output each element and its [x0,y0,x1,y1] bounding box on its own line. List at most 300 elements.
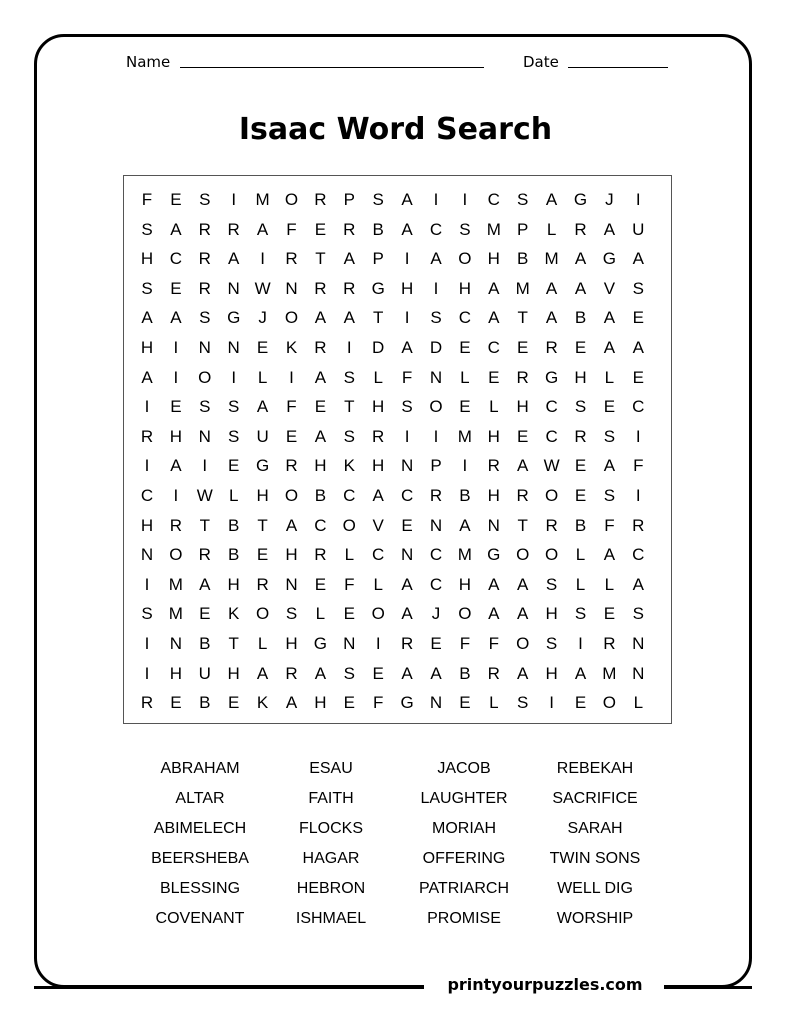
grid-cell[interactable]: S [545,634,558,653]
grid-cell[interactable]: R [487,663,500,683]
grid-cell[interactable]: R [314,338,327,357]
grid-cell[interactable]: L [257,634,268,653]
grid-cell[interactable]: M [168,574,183,594]
grid-cell[interactable]: L [633,693,644,713]
grid-cell[interactable]: I [144,663,150,683]
grid-cell[interactable]: R [632,515,645,535]
grid-cell[interactable]: P [430,456,442,476]
grid-cell[interactable]: C [314,515,327,535]
grid-cell[interactable]: H [372,397,385,417]
grid-cell[interactable]: C [545,426,558,446]
grid-cell[interactable]: G [400,693,414,713]
grid-cell[interactable]: V [603,278,616,298]
grid-cell[interactable]: B [372,219,384,239]
grid-cell[interactable]: A [199,574,211,594]
grid-cell[interactable]: I [404,308,410,328]
grid-cell[interactable]: C [458,308,472,328]
grid-cell[interactable]: M [255,190,270,209]
grid-cell[interactable]: A [343,249,355,269]
grid-cell[interactable]: G [371,278,385,298]
grid-cell[interactable]: P [372,249,384,269]
grid-cell[interactable]: O [284,486,299,505]
grid-cell[interactable]: R [140,693,154,713]
grid-cell[interactable]: S [228,426,240,446]
grid-cell[interactable]: O [516,634,530,653]
grid-cell[interactable]: O [169,545,183,565]
grid-cell[interactable]: A [170,219,182,239]
grid-cell[interactable]: A [228,249,240,269]
grid-cell[interactable]: T [199,515,210,535]
grid-cell[interactable]: N [285,278,298,298]
grid-cell[interactable]: O [255,604,270,624]
grid-cell[interactable]: F [372,693,384,713]
grid-cell[interactable]: A [285,693,298,713]
grid-cell[interactable]: A [314,308,327,328]
grid-cell[interactable]: H [314,456,327,476]
grid-cell[interactable]: R [545,338,558,357]
grid-cell[interactable]: D [429,338,443,357]
grid-cell[interactable]: E [574,338,587,357]
grid-cell[interactable]: A [574,278,587,298]
grid-cell[interactable]: K [285,338,298,357]
grid-cell[interactable]: L [489,693,499,713]
grid-cell[interactable]: A [314,367,327,387]
grid-cell[interactable]: C [429,219,443,239]
grid-cell[interactable]: M [515,278,530,298]
grid-cell[interactable]: C [343,486,356,505]
grid-cell[interactable]: E [574,693,587,713]
grid-cell[interactable]: B [574,308,587,328]
grid-cell[interactable]: S [459,219,471,239]
grid-cell[interactable]: T [517,515,528,535]
grid-cell[interactable]: S [574,604,587,624]
grid-cell[interactable]: A [574,663,587,683]
grid-cell[interactable]: I [549,693,554,713]
grid-cell[interactable]: I [144,456,150,476]
grid-cell[interactable]: I [404,426,410,446]
grid-cell[interactable]: R [372,426,385,446]
grid-cell[interactable]: N [169,634,183,653]
grid-cell[interactable]: I [375,634,381,653]
grid-cell[interactable]: E [285,426,298,446]
grid-cell[interactable]: E [256,545,269,565]
grid-cell[interactable]: C [140,486,154,505]
grid-cell[interactable]: S [141,219,153,239]
name-field[interactable] [180,67,484,68]
grid-cell[interactable]: E [517,338,529,357]
grid-cell[interactable]: A [517,663,529,683]
grid-cell[interactable]: D [372,338,385,357]
grid-cell[interactable]: M [168,604,183,624]
grid-cell[interactable]: R [314,190,327,209]
grid-cell[interactable]: N [632,634,645,653]
grid-cell[interactable]: B [574,515,587,535]
grid-cell[interactable]: B [459,663,471,683]
grid-cell[interactable]: E [632,308,644,328]
grid-cell[interactable]: K [256,693,269,713]
grid-cell[interactable]: M [544,249,559,269]
grid-cell[interactable]: G [313,634,327,653]
grid-cell[interactable]: S [545,574,558,594]
grid-cell[interactable]: L [373,574,383,594]
grid-cell[interactable]: B [228,515,240,535]
grid-cell[interactable]: A [603,308,616,328]
grid-cell[interactable]: S [401,397,413,417]
grid-cell[interactable]: H [227,663,240,683]
grid-cell[interactable]: T [344,397,355,417]
grid-cell[interactable]: O [371,604,385,624]
grid-cell[interactable]: B [228,545,240,565]
grid-cell[interactable]: I [144,574,150,594]
grid-cell[interactable]: I [144,634,150,653]
grid-cell[interactable]: S [632,278,644,298]
grid-cell[interactable]: B [199,634,211,653]
grid-cell[interactable]: S [430,308,442,328]
grid-cell[interactable]: O [602,693,616,713]
grid-cell[interactable]: P [517,219,529,239]
grid-cell[interactable]: A [545,190,558,209]
grid-cell[interactable]: L [315,604,326,624]
grid-cell[interactable]: A [256,219,269,239]
grid-cell[interactable]: E [401,515,413,535]
grid-cell[interactable]: E [430,634,442,653]
grid-cell[interactable]: A [256,397,269,417]
grid-cell[interactable]: E [459,338,471,357]
grid-cell[interactable]: N [227,338,240,357]
grid-cell[interactable]: A [517,456,529,476]
grid-cell[interactable]: S [517,190,529,209]
grid-cell[interactable]: A [401,663,413,683]
grid-cell[interactable]: G [487,545,501,565]
grid-cell[interactable]: W [254,278,271,298]
grid-cell[interactable]: G [255,456,270,476]
grid-cell[interactable]: O [342,515,356,535]
grid-cell[interactable]: R [314,545,327,565]
grid-cell[interactable]: A [430,249,442,269]
grid-cell[interactable]: E [170,693,182,713]
grid-cell[interactable]: A [545,308,558,328]
grid-cell[interactable]: C [545,397,558,417]
grid-cell[interactable]: I [346,338,352,357]
grid-cell[interactable]: H [516,397,529,417]
grid-cell[interactable]: U [198,663,211,683]
grid-cell[interactable]: S [603,426,616,446]
grid-cell[interactable]: I [433,278,439,298]
grid-cell[interactable]: R [169,515,183,535]
grid-cell[interactable]: J [431,604,441,624]
grid-cell[interactable]: E [199,604,211,624]
grid-cell[interactable]: E [314,397,327,417]
grid-cell[interactable]: E [574,486,587,505]
grid-cell[interactable]: I [635,486,641,505]
grid-cell[interactable]: A [372,486,384,505]
grid-cell[interactable]: C [487,338,500,357]
grid-cell[interactable]: H [169,426,183,446]
grid-cell[interactable]: S [199,308,211,328]
grid-cell[interactable]: R [429,486,443,505]
grid-cell[interactable]: F [344,574,355,594]
grid-cell[interactable]: E [459,693,471,713]
grid-cell[interactable]: A [488,604,500,624]
grid-cell[interactable]: I [635,426,641,446]
grid-cell[interactable]: E [314,219,327,239]
grid-cell[interactable]: L [257,367,268,387]
grid-cell[interactable]: E [603,397,616,417]
grid-cell[interactable]: A [517,574,529,594]
grid-cell[interactable]: R [574,219,587,239]
grid-cell[interactable]: N [400,456,414,476]
grid-cell[interactable]: R [285,663,298,683]
grid-cell[interactable]: S [372,190,384,209]
grid-cell[interactable]: S [141,604,153,624]
grid-cell[interactable]: H [227,574,240,594]
grid-cell[interactable]: I [462,456,468,476]
grid-cell[interactable]: K [343,456,355,476]
grid-cell[interactable]: F [401,367,413,387]
grid-cell[interactable]: I [578,634,583,653]
grid-cell[interactable]: O [458,604,472,624]
grid-cell[interactable]: A [603,338,616,357]
grid-cell[interactable]: L [604,574,615,594]
grid-cell[interactable]: E [228,456,240,476]
grid-cell[interactable]: A [459,515,471,535]
grid-cell[interactable]: L [489,397,499,417]
grid-cell[interactable]: E [372,663,384,683]
grid-cell[interactable]: A [603,545,616,565]
grid-cell[interactable]: A [632,338,644,357]
grid-cell[interactable]: H [574,367,587,387]
grid-cell[interactable]: R [198,545,211,565]
grid-cell[interactable]: E [314,574,327,594]
grid-cell[interactable]: N [487,515,500,535]
grid-cell[interactable]: O [544,545,559,565]
grid-cell[interactable]: E [459,397,471,417]
grid-cell[interactable]: L [373,367,383,387]
grid-cell[interactable]: M [457,426,472,446]
grid-cell[interactable]: C [632,397,645,417]
grid-cell[interactable]: H [140,515,154,535]
grid-cell[interactable]: T [228,634,239,653]
grid-cell[interactable]: S [343,426,355,446]
grid-cell[interactable]: O [284,190,299,209]
grid-cell[interactable]: O [198,367,212,387]
grid-cell[interactable]: N [429,515,443,535]
grid-cell[interactable]: R [198,249,211,269]
grid-cell[interactable]: N [198,338,211,357]
grid-cell[interactable]: I [202,456,208,476]
grid-cell[interactable]: I [173,486,179,505]
grid-cell[interactable]: W [196,486,213,505]
grid-cell[interactable]: O [544,486,559,505]
grid-cell[interactable]: G [227,308,241,328]
grid-cell[interactable]: E [574,456,587,476]
grid-cell[interactable]: V [372,515,384,535]
grid-cell[interactable]: E [343,604,355,624]
grid-cell[interactable]: L [344,545,355,565]
grid-cell[interactable]: E [256,338,269,357]
grid-cell[interactable]: F [286,397,297,417]
grid-cell[interactable]: K [228,604,240,624]
grid-cell[interactable]: A [488,278,500,298]
grid-cell[interactable]: O [284,308,299,328]
grid-cell[interactable]: E [228,693,240,713]
grid-cell[interactable]: A [632,574,644,594]
grid-cell[interactable]: B [517,249,529,269]
grid-cell[interactable]: E [170,278,182,298]
grid-cell[interactable]: A [141,367,153,387]
grid-cell[interactable]: A [343,308,355,328]
grid-cell[interactable]: T [517,308,528,328]
grid-cell[interactable]: F [286,219,297,239]
grid-cell[interactable]: A [574,249,587,269]
grid-cell[interactable]: S [199,190,211,209]
grid-cell[interactable]: A [314,426,327,446]
grid-cell[interactable]: A [285,515,298,535]
grid-cell[interactable]: H [545,663,558,683]
grid-cell[interactable]: E [488,367,500,387]
grid-cell[interactable]: A [256,663,269,683]
grid-cell[interactable]: A [401,338,413,357]
grid-cell[interactable]: I [144,397,150,417]
grid-cell[interactable]: G [602,249,616,269]
grid-cell[interactable]: A [170,308,182,328]
grid-cell[interactable]: A [603,219,616,239]
grid-cell[interactable]: R [487,456,500,476]
grid-cell[interactable]: J [258,308,267,328]
grid-cell[interactable]: R [603,634,616,653]
grid-cell[interactable]: I [231,190,237,209]
grid-cell[interactable]: F [633,456,644,476]
grid-cell[interactable]: P [343,190,355,209]
grid-cell[interactable]: H [487,486,500,505]
grid-cell[interactable]: H [285,545,298,565]
grid-cell[interactable]: A [603,456,616,476]
grid-cell[interactable]: E [343,693,355,713]
grid-cell[interactable]: I [433,426,439,446]
grid-cell[interactable]: B [459,486,471,505]
date-field[interactable] [568,67,668,68]
grid-cell[interactable]: E [632,367,644,387]
grid-cell[interactable]: L [604,367,615,387]
grid-cell[interactable]: R [227,219,240,239]
grid-cell[interactable]: I [173,367,179,387]
grid-cell[interactable]: H [169,663,183,683]
grid-cell[interactable]: L [546,219,557,239]
grid-cell[interactable]: R [516,367,529,387]
grid-cell[interactable]: H [545,604,558,624]
grid-cell[interactable]: S [343,663,355,683]
grid-cell[interactable]: L [460,367,470,387]
grid-cell[interactable]: T [372,308,384,328]
grid-cell[interactable]: A [632,249,644,269]
grid-cell[interactable]: R [198,278,211,298]
grid-cell[interactable]: U [256,426,269,446]
grid-cell[interactable]: A [401,219,413,239]
grid-cell[interactable]: O [429,397,443,417]
grid-cell[interactable]: R [545,515,558,535]
grid-cell[interactable]: S [517,693,529,713]
grid-cell[interactable]: F [459,634,471,653]
grid-cell[interactable]: A [517,604,529,624]
grid-cell[interactable]: H [487,249,500,269]
grid-cell[interactable]: L [228,486,239,505]
grid-cell[interactable]: R [516,486,529,505]
grid-cell[interactable]: R [198,219,211,239]
grid-cell[interactable]: I [433,190,439,209]
grid-cell[interactable]: I [635,190,641,209]
grid-cell[interactable]: M [457,545,472,565]
grid-cell[interactable]: M [486,219,501,239]
grid-cell[interactable]: R [256,574,269,594]
grid-cell[interactable]: H [487,426,500,446]
grid-cell[interactable]: A [545,278,558,298]
grid-cell[interactable]: S [632,604,644,624]
grid-cell[interactable]: C [429,545,443,565]
grid-cell[interactable]: I [231,367,237,387]
grid-cell[interactable]: W [543,456,560,476]
grid-cell[interactable]: S [141,278,153,298]
grid-cell[interactable]: T [257,515,268,535]
grid-cell[interactable]: H [140,249,154,269]
grid-cell[interactable]: R [140,426,154,446]
grid-cell[interactable]: M [602,663,617,683]
grid-cell[interactable]: F [604,515,615,535]
grid-cell[interactable]: H [458,278,472,298]
grid-cell[interactable]: R [314,278,327,298]
grid-cell[interactable]: F [141,190,153,209]
grid-cell[interactable]: S [343,367,355,387]
grid-cell[interactable]: H [285,634,298,653]
grid-cell[interactable]: A [170,456,182,476]
grid-cell[interactable]: O [458,249,472,269]
grid-cell[interactable]: H [314,693,327,713]
grid-cell[interactable]: L [575,545,586,565]
grid-cell[interactable]: N [400,545,414,565]
grid-cell[interactable]: C [169,249,183,269]
grid-cell[interactable]: I [289,367,294,387]
grid-cell[interactable]: N [285,574,298,594]
grid-cell[interactable]: S [574,397,587,417]
grid-cell[interactable]: N [632,663,645,683]
grid-cell[interactable]: U [632,219,645,239]
grid-cell[interactable]: O [516,545,530,565]
grid-cell[interactable]: R [285,456,298,476]
grid-cell[interactable]: I [173,338,179,357]
grid-cell[interactable]: H [140,338,154,357]
grid-cell[interactable]: A [430,663,442,683]
grid-cell[interactable]: E [517,426,529,446]
grid-cell[interactable]: F [488,634,499,653]
grid-cell[interactable]: E [170,190,182,209]
grid-cell[interactable]: J [605,190,614,209]
grid-cell[interactable]: R [400,634,414,653]
grid-cell[interactable]: A [401,604,413,624]
grid-cell[interactable]: R [343,219,356,239]
grid-cell[interactable]: S [228,397,240,417]
grid-cell[interactable]: C [400,486,414,505]
grid-cell[interactable]: S [285,604,298,624]
grid-cell[interactable]: I [260,249,265,269]
grid-cell[interactable]: N [429,367,443,387]
grid-cell[interactable]: A [488,308,500,328]
grid-cell[interactable]: C [372,545,385,565]
grid-cell[interactable]: A [488,574,500,594]
grid-cell[interactable]: S [603,486,616,505]
grid-cell[interactable]: R [574,426,587,446]
grid-cell[interactable]: S [199,397,211,417]
grid-cell[interactable]: A [401,574,413,594]
grid-cell[interactable]: N [198,426,211,446]
